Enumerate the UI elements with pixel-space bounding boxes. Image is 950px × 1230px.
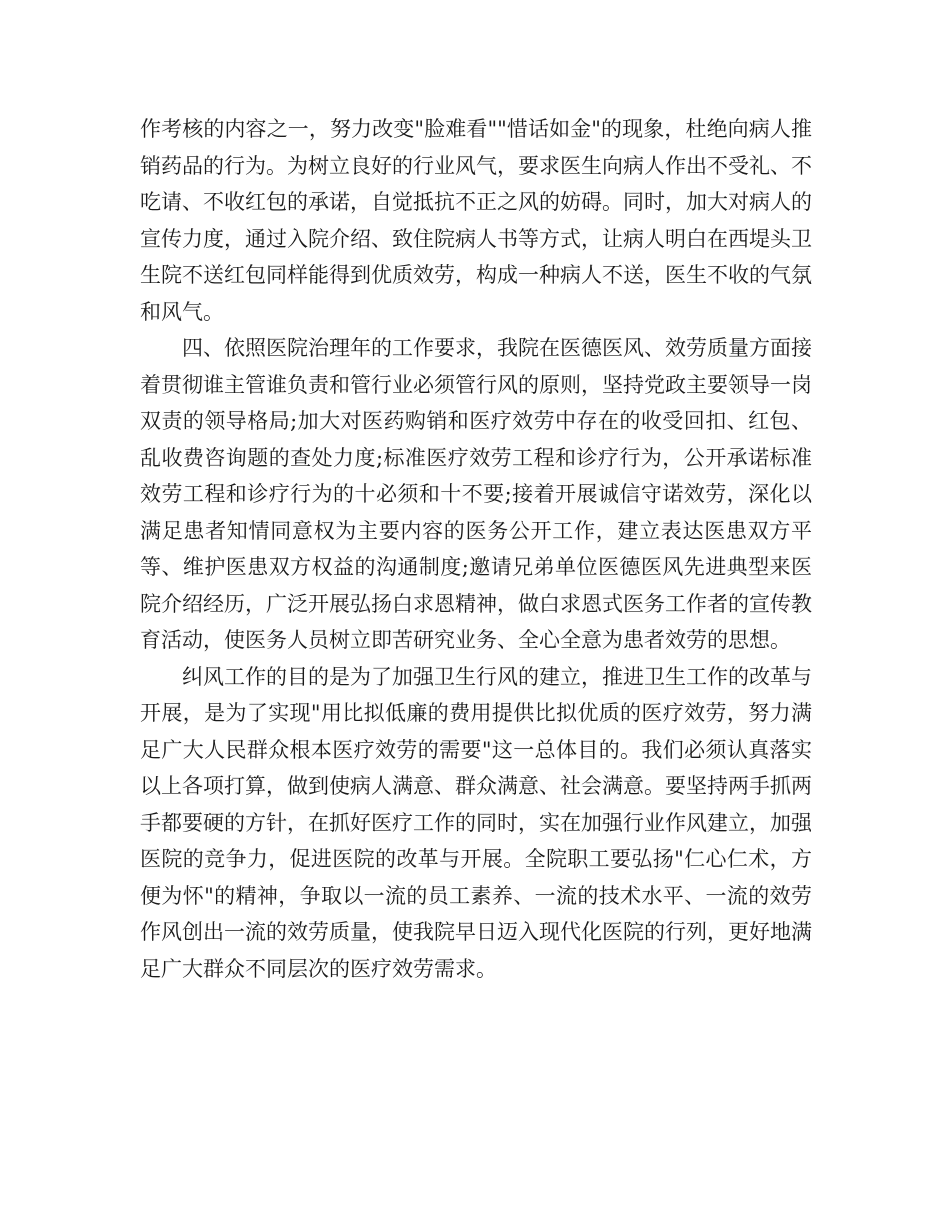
text-line: 诺效劳，深化以满足患者知情同意权为主要内容的医务公开工作，建 <box>140 482 813 543</box>
paragraph-1 <box>140 111 812 330</box>
text-line: 心全意为患者效劳的思想。 <box>539 628 791 652</box>
text-line: 不送，医生不收的气氛和风气。 <box>140 263 812 324</box>
text-line: 人明白在西堤头卫生院不送红包同样能得到优质效劳，构成一种病人 <box>140 226 812 287</box>
text-line: 要弘扬"仁心仁术，方便为怀"的精神，争取以一流的员工素养、一流 <box>140 847 812 908</box>
text-line: 恩式医务工作者的宣传教育活动，使医务人员树立即苦研究业务、全 <box>140 591 812 652</box>
text-line: 认真落实以上各项打算，做到使病人满意、群众满意、社会满意。要 <box>140 737 812 798</box>
text-line: 现代化医院的行列，更好地满足广大群众不同层次的医疗效劳需求。 <box>140 920 812 981</box>
text-line: 的技术水平、一流的效劳作风创出一流的效劳质量，使我院早日迈入 <box>140 883 812 944</box>
text-line: 受礼、不吃请、不收红包的承诺，自觉抵抗不正之风的妨碍。同时， <box>140 153 812 214</box>
text-line: 德医风先进典型来医院介绍经历，广泛开展弘扬白求恩精神，做白求 <box>140 555 812 616</box>
text-line: 扣、红包、乱收费咨询题的查处力度;标准医疗效劳工程和诊疗行为， <box>140 409 812 470</box>
text-line: 作考核的内容之一，努力改变"脸难看""惜话如金"的现象，杜绝向病 <box>140 117 770 141</box>
text-line: 立表达医患双方平等、维护医患双方权益的沟通制度;邀请兄弟单位医 <box>140 518 813 579</box>
text-line: 纠风工作的目的是为了加强卫生行风的建立，推进卫生工作的改 <box>182 664 770 689</box>
text-line: 领导一岗双责的领导格局;加大对医药购销和医疗效劳中存在的收受回 <box>140 372 812 433</box>
paragraph-2 <box>140 330 812 659</box>
document-body <box>140 111 812 987</box>
text-line: 加大对病人的宣传力度，通过入院介绍、致住院病人书等方式，让病 <box>140 190 812 251</box>
text-line: 业作风建立，加强医院的竞争力，促进医院的改革与开展。全院职工 <box>140 810 812 871</box>
text-line: 公开承诺标准效劳工程和诊疗行为的十必须和十不要;接着开展诚信守 <box>140 445 812 506</box>
text-line: 面接着贯彻谁主管谁负责和管行业必须管行风的原则，坚持党政主要 <box>140 336 812 397</box>
text-line: 坚持两手抓两手都要硬的方针，在抓好医疗工作的同时，实在加强行 <box>140 774 812 835</box>
paragraph-3 <box>140 659 812 988</box>
text-line: 努力满足广大人民群众根本医疗效劳的需要"这一总体目的。我们必须 <box>140 701 812 762</box>
text-line: 人推销药品的行为。为树立良好的行业风气，要求医生向病人作出不 <box>140 117 812 178</box>
text-line: 革与开展，是为了实现"用比拟低廉的费用提供比拟优质的医疗效劳， <box>140 664 812 725</box>
text-line: 四、依照医院治理年的工作要求，我院在医德医风、效劳质量方 <box>182 336 770 360</box>
